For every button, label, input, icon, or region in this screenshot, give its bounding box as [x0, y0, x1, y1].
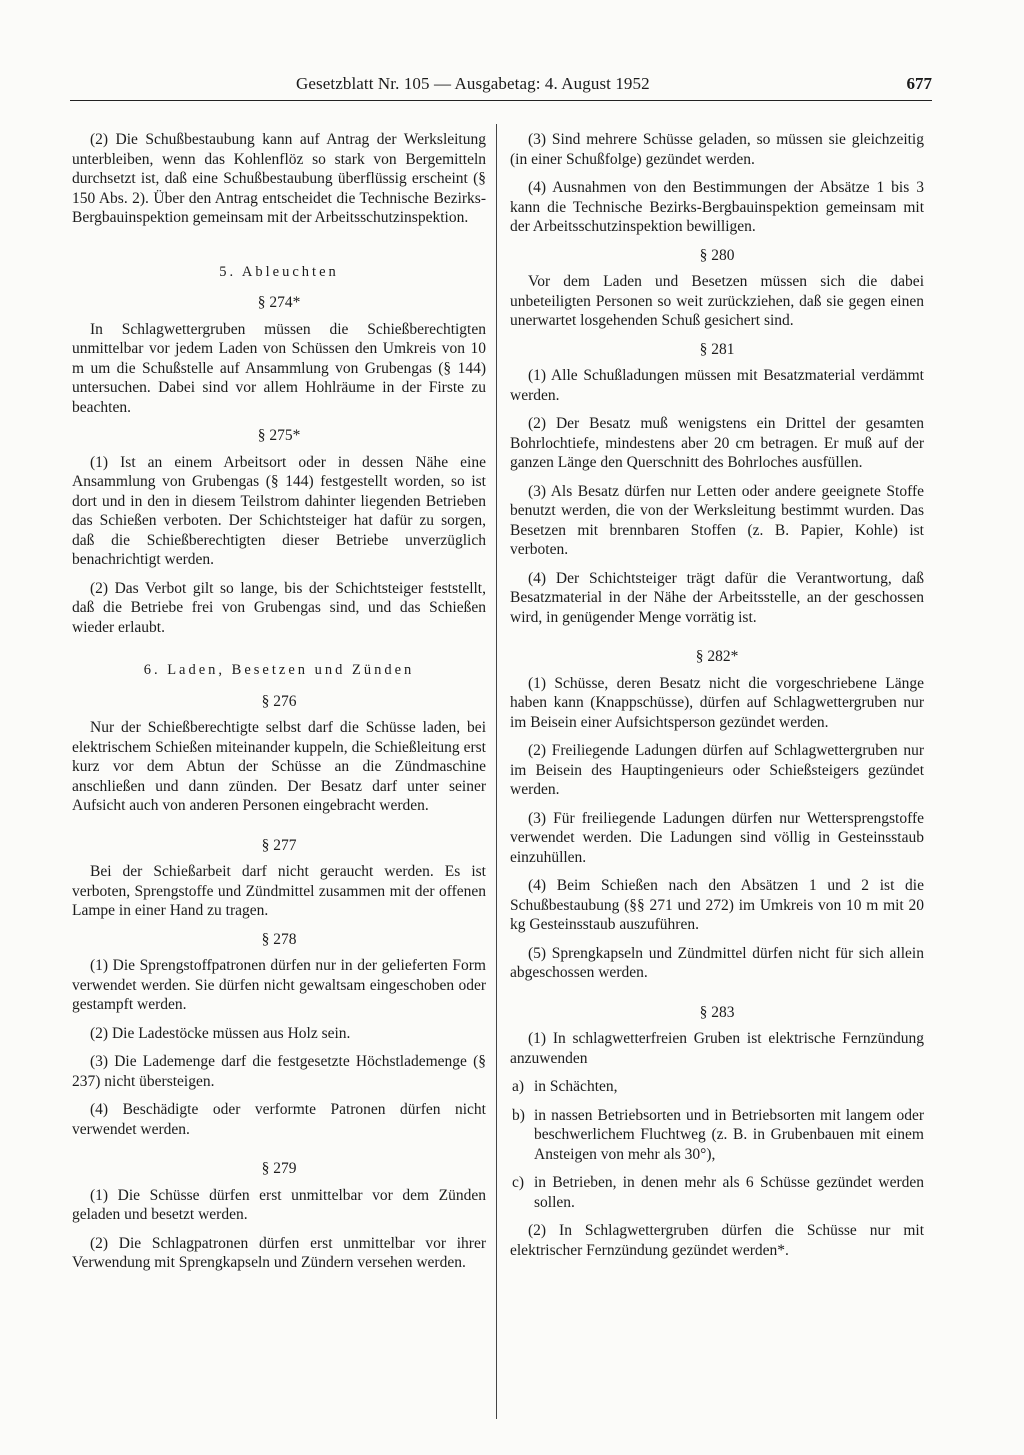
section-275-2: (2) Das Verbot gilt so lange, bis der Schichtsteiger feststellt, daß die Betriebe frei von Grubengas sind, und das Schießen wieder erlaubt. [72, 579, 486, 636]
section-275-1: (1) Ist an einem Arbeitsort oder in dessen Nähe eine Ansammlung von Grubengas (§ 144) festgestellt worden, so ist dort und in den in diesem Teilstrom dahinter liegenden Betrieben das Schießen verboten. Der Schichtsteiger hat dafür zu sorgen, daß die Schießberechtigten dieser Betriebe unverzüglich benachrichtigt werden. [72, 453, 486, 568]
section-282-title: § 282* [695, 648, 739, 665]
section-277-text: Bei der Schießarbeit darf nicht geraucht werden. Es ist verboten, Sprengstoffe und Zündmittel zusammen mit der offenen Lampe in einer Hand zu tragen. [72, 863, 486, 919]
section-heading-laden: 6. Laden, Besetzen und Zünden [143, 662, 415, 678]
section-278-3: (3) Die Lademenge darf die festgesetzte Höchstlademenge (§ 237) nicht übersteigen. [72, 1053, 486, 1090]
section-281-4: (4) Der Schichtsteiger trägt dafür die Verantwortung, daß Besatzmaterial in der Nähe der Arbeitsstelle, an der geschossen wird, in genügender Menge vorrätig ist. [510, 569, 924, 626]
section-279-4: (4) Ausnahmen von den Bestimmungen der Absätze 1 bis 3 kann die Technische Bezirks-Bergbauinspektion gemeinsam mit der Arbeitsschutzinspektion bewilligen. [510, 179, 924, 235]
section-282-5: (5) Sprengkapseln und Zündmittel dürfen nicht für sich allein abgeschossen werden. [510, 944, 924, 981]
section-283-1: (1) In schlagwetterfreien Gruben ist elektrische Fernzündung anzuwenden [510, 1030, 924, 1067]
list-item [512, 1077, 924, 1097]
section-282-1: (1) Schüsse, deren Besatz nicht die vorgeschriebene Länge haben kann (Knappschüsse), dürfen auf Schlagwettergruben nur im Beisein einer Aufsichtsperson gezündet werden. [510, 674, 924, 731]
list-item-label: b) [512, 1106, 525, 1124]
section-283-title: § 283 [699, 1003, 735, 1021]
list-item-text: in nassen Betriebsorten und in Betriebsorten mit langem oder beschwerlichem Fluchtweg (z. B. in Grubenbauen mit einem Ansteigen von mehr als 30°), [534, 1106, 924, 1163]
section-281-1: (1) Alle Schußladungen müssen mit Besatzmaterial verdämmt werden. [510, 367, 924, 404]
section-283-2: (2) In Schlagwettergruben dürfen die Schüsse nur mit elektrischer Fernzündung gezündet werden*. [510, 1222, 924, 1259]
section-281-3: (3) Als Besatz dürfen nur Letten oder andere geeignete Stoffe benutzt werden, die von der Werksleitung bestimmt wurden. Das Besetzen mit brennbaren Stoffen (z. B. Papier, Kohle) ist verboten. [510, 482, 924, 558]
paragraph-273-2: (2) Die Schußbestaubung kann auf Antrag der Werksleitung unterbleiben, wenn das Kohlenflöz so stark von Bergemitteln durchsetzt ist, daß eine Schußbestaubung überflüssig erscheint (§ 150 Abs. 2). Über den Antrag entscheidet die Technische Bezirks-Bergbauinspektion gemeinsam mit der Arbeitsschutzinspektion. [72, 131, 486, 226]
list-item-label: c) [512, 1174, 525, 1191]
header-rule [70, 100, 932, 101]
page-header [70, 74, 932, 100]
section-282-4: (4) Beim Schießen nach den Absätzen 1 und 2 ist die Schußbestaubung (§§ 271 und 272) im Umkreis von 10 m mit 20 kg Gesteinsstaub auszuführen. [510, 877, 924, 933]
section-280-title: § 280 [699, 246, 735, 264]
left-column [72, 130, 486, 1282]
list-item [512, 1106, 924, 1165]
list-item-text: in Betrieben, in denen mehr als 6 Schüsse gezündet werden sollen. [534, 1174, 924, 1211]
section-276-title: § 276 [261, 692, 297, 710]
section-281-2: (2) Der Besatz muß wenigstens ein Drittel der gesamten Bohrlochtiefe, mindestens aber 20 cm betragen. Er muß auf der ganzen Länge den Querschnitt des Bohrloches ausfüllen. [510, 415, 924, 471]
section-278-1: (1) Die Sprengstoffpatronen dürfen nur in der gelieferten Form verwendet werden. Sie dürfen nicht gewaltsam eingeschoben oder gestampft werden. [72, 957, 486, 1013]
list-item [512, 1173, 924, 1212]
section-278-4: (4) Beschädigte oder verformte Patronen dürfen nicht verwendet werden. [72, 1101, 486, 1138]
list-item-text: in Schächten, [534, 1078, 618, 1095]
section-282-2: (2) Freiliegende Ladungen dürfen auf Schlagwettergruben nur im Beisein des Hauptingenieurs oder Schießsteigers gezündet werden. [510, 742, 924, 798]
column-divider [496, 124, 497, 1419]
section-279-3: (3) Sind mehrere Schüsse geladen, so müssen sie gleichzeitig (in einer Schußfolge) gezündet werden. [510, 131, 924, 168]
section-279-1: (1) Die Schüsse dürfen erst unmittelbar vor dem Zünden geladen und besetzt werden. [72, 1186, 486, 1223]
section-279-title: § 279 [261, 1160, 297, 1177]
section-281-title: § 281 [699, 340, 735, 358]
section-280-text: Vor dem Laden und Besetzen müssen sich die dabei unbeteiligten Personen so weit zurückziehen, daß sie gegen einen unerwartet losgehenden Schuß gesichert sind. [510, 273, 924, 329]
section-heading-ableuchten: 5. Ableuchten [219, 263, 339, 280]
section-279-2: (2) Die Schlagpatronen dürfen erst unmittelbar vor ihrer Verwendung mit Sprengkapseln und Zündern versehen werden. [72, 1234, 486, 1271]
page-number: 677 [906, 74, 932, 93]
section-282-3: (3) Für freiliegende Ladungen dürfen nur Wettersprengstoffe verwendet werden. Die Ladungen sind völlig in Gesteinsstaub einzuhüllen. [510, 809, 924, 866]
right-column [510, 130, 924, 1269]
section-274-title: § 274* [257, 294, 301, 311]
section-283-list [510, 1077, 924, 1212]
section-276-text: Nur der Schießberechtigte selbst darf die Schüsse laden, bei elektrischem Schießen miteinander kuppeln, die Schießleitung erst kurz vor dem Abtun der Schüsse an die Zündmaschine anschließen und dann zünden. Der Besatz darf unter seiner Aufsicht auch von anderen Personen eingebracht werden. [72, 719, 486, 814]
section-275-title: § 275* [257, 427, 301, 444]
gazette-title: Gesetzblatt Nr. 105 — Ausgabetag: 4. August 1952 [296, 74, 650, 93]
section-274-text: In Schlagwettergruben müssen die Schießberechtigten unmittelbar vor jedem Laden von Schüssen den Umkreis von 10 m um die Schußstelle auf Ansammlung von Grubengas (§ 144) untersuchen. Dabei sind vor allem Hohlräume in der Firste zu beachten. [72, 320, 486, 416]
section-278-2: (2) Die Ladestöcke müssen aus Holz sein. [90, 1024, 351, 1042]
list-item-label: a) [512, 1078, 525, 1095]
section-277-title: § 277 [261, 836, 297, 854]
section-278-title: § 278 [261, 930, 297, 948]
